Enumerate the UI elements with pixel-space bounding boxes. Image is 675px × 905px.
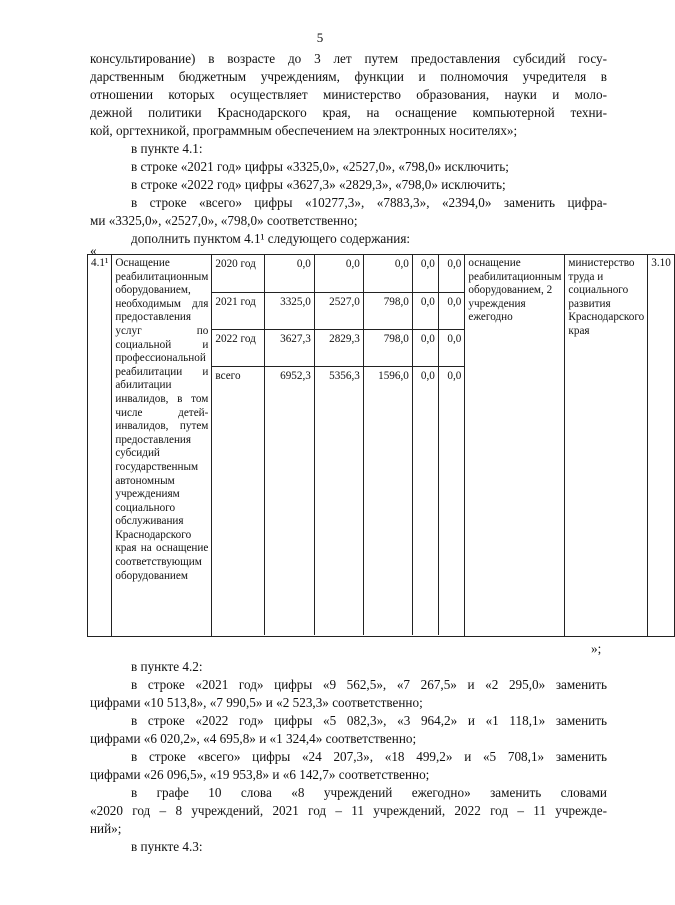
value-cell: 5356,3 [314,366,363,635]
value-cell: 798,0 [363,292,412,329]
text-line: ний»; [90,821,122,836]
table-row [212,255,464,292]
text-line: дарственным бюджетным учреждениям, функции и полномочия учредителя в [90,69,607,84]
text-line: кой, оргтехникой, программным обеспечением на электронных носителях»; [90,123,518,138]
text-line: в строке «2022 год» цифры «5 082,3», «3 964,2» и «1 118,1» заменить [131,713,607,728]
point-43-heading: в пункте 4.3: [131,839,203,854]
value-cell: 0,0 [412,329,438,366]
line-total-b: ми «3325,0», «2527,0», «798,0» соответственно; [90,213,358,228]
result-cell: оснащение реабилитационным оборудованием, 2 учреждения ежегодно [465,255,565,637]
value-cell: 0,0 [447,369,462,382]
text-line: цифрами «26 096,5», «19 953,8» и «6 142,7» соответственно; [90,767,430,782]
text-line: в графе 10 слова «8 учреждений ежегодно» заменить словами [131,785,607,800]
ref-cell: 3.10 [648,255,675,637]
year-cell: 2022 год [212,329,264,366]
executor-cell: министерство труда и социального развития Краснодарского края [565,255,648,637]
value-cell: 6952,3 [264,366,314,635]
line-2021: в строке «2021 год» цифры «3325,0», «2527,0», «798,0» исключить; [131,159,509,174]
value-cell: 0,0 [412,255,438,292]
open-quote: « [90,243,97,258]
row-id: 4.1¹ [88,255,112,637]
point-42-heading: в пункте 4.2: [131,659,203,674]
text-line: в строке «2021 год» цифры «9 562,5», «7 267,5» и «2 295,0» заменить [131,677,607,692]
text-line: отношении которых осуществляет министерство образования, науки и моло- [90,87,607,102]
year-cell: всего [212,366,264,635]
line-2022: в строке «2022 год» цифры «3627,3» «2829,3», «798,0» исключить; [131,177,506,192]
value-cell: 0,0 [438,255,464,292]
program-table [87,254,675,637]
text-line: дежной политики Краснодарского края, на оснащение компьютерной техни- [90,105,607,120]
text-line: в строке «всего» цифры «24 207,3», «18 499,2» и «5 708,1» заменить [131,749,607,764]
text-line: консультирование) в возрасте до 3 лет путем предоставления субсидий госу- [90,51,607,66]
financing-subtable [212,255,464,635]
row-description: Оснащение реабилитационным оборудованием, необходимым для предоставления услуг по социальной и профессиональной реабилитации и абилитации инвалидов, в том числе детей-инвалидов, путем предоставления субсидий государственным автономным учреждениям социального обслуживания Краснодарского края на оснащение соответствующим оборудованием [112,255,212,637]
page-number: 5 [316,30,324,45]
value-cell: 0,0 [438,292,464,329]
value-cell: 0,0 [438,329,464,366]
value-cell: 3325,0 [264,292,314,329]
value-cell: 3627,3 [264,329,314,366]
year-cell: 2020 год [212,255,264,292]
financing-cell [212,255,465,637]
line-total-a: в строке «всего» цифры «10277,3», «7883,3», «2394,0» заменить цифра- [131,195,607,210]
table-row [212,329,464,366]
table-row [212,366,464,635]
point-41-heading: в пункте 4.1: [131,141,203,156]
text-line: цифрами «6 020,2», «4 695,8» и «1 324,4» соответственно; [90,731,417,746]
text-line: цифрами «10 513,8», «7 990,5» и «2 523,3» соответственно; [90,695,423,710]
value-cell: 0,0 [412,366,438,635]
close-quote: »; [591,641,602,656]
add-point-line: дополнить пунктом 4.1¹ следующего содержания: [131,231,411,246]
value-cell: 2829,3 [314,329,363,366]
value-cell: 2527,0 [314,292,363,329]
value-cell: 798,0 [363,329,412,366]
value-cell: 1596,0 [363,366,412,635]
value-cell: 0,0 [412,292,438,329]
text-line: «2020 год – 8 учреждений, 2021 год – 11 учреждений, 2022 год – 11 учрежде- [90,803,607,818]
value-cell: 0,0 [314,255,363,292]
value-cell: 0,0 [264,255,314,292]
table-row [212,292,464,329]
year-cell: 2021 год [212,292,264,329]
value-cell: 0,0 [363,255,412,292]
